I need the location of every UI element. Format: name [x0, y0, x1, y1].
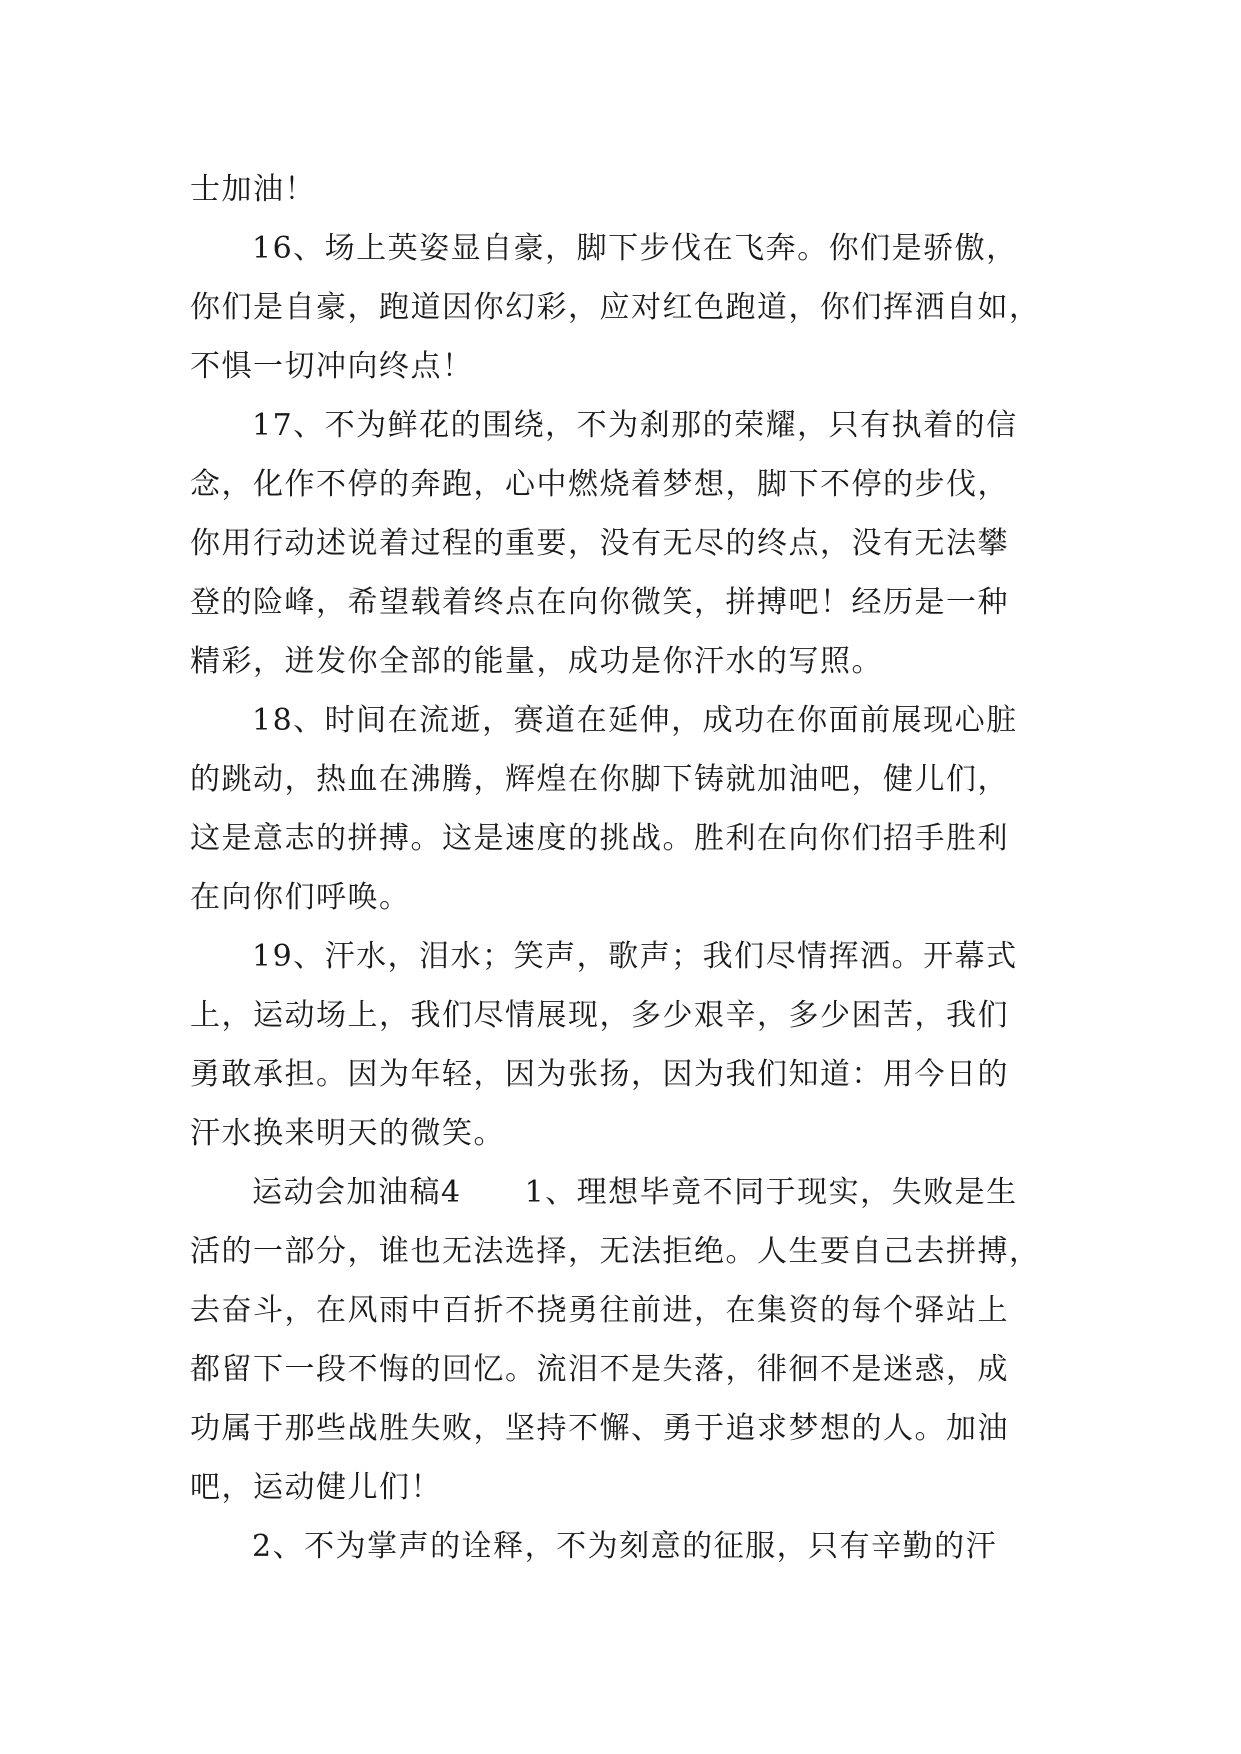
- text-line: 的跳动，热血在沸腾，辉煌在你脚下铸就加油吧，健儿们，: [190, 762, 1009, 797]
- text-line: 登的险峰，希望载着终点在向你微笑，拼搏吧！经历是一种: [190, 585, 1009, 620]
- text-line: 都留下一段不悔的回忆。流泪不是失落，徘徊不是迷惑，成: [190, 1352, 1009, 1387]
- paragraph-start-line: 运动会加油稿4 1、理想毕竟不同于现实，失败是生: [252, 1175, 1018, 1210]
- paragraph-start-line: 19、汗水，泪水；笑声，歌声；我们尽情挥洒。开幕式: [252, 939, 1018, 974]
- paragraph-start-line: 16、场上英姿显自豪，脚下步伐在飞奔。你们是骄傲，: [252, 231, 1018, 266]
- paragraph-start-line: 2、不为掌声的诠释，不为刻意的征服，只有辛勤的汗: [252, 1529, 998, 1564]
- document-body: [190, 160, 1070, 1576]
- text-line: 士加油！: [190, 172, 316, 207]
- text-line: 你用行动述说着过程的重要，没有无尽的终点，没有无法攀: [190, 526, 1009, 561]
- text-line: 上，运动场上，我们尽情展现，多少艰辛，多少困苦，我们: [190, 998, 1009, 1033]
- text-line: 吧，运动健儿们！: [190, 1470, 442, 1505]
- text-line: 你们是自豪，跑道因你幻彩，应对红色跑道，你们挥洒自如，: [190, 290, 1041, 325]
- text-line: 活的一部分，谁也无法选择，无法拒绝。人生要自己去拼搏，: [190, 1234, 1041, 1269]
- paragraph-start-line: 18、时间在流逝，赛道在延伸，成功在你面前展现心脏: [252, 703, 1018, 738]
- text-line: 去奋斗，在风雨中百折不挠勇往前进，在集资的每个驿站上: [190, 1293, 1009, 1328]
- text-line: 汗水换来明天的微笑。: [190, 1116, 505, 1151]
- text-line: 在向你们呼唤。: [190, 880, 411, 915]
- paragraph-start-line: 17、不为鲜花的围绕，不为刹那的荣耀，只有执着的信: [252, 408, 1018, 443]
- text-line: 精彩，迸发你全部的能量，成功是你汗水的写照。: [190, 644, 883, 679]
- text-line: 不惧一切冲向终点！: [190, 349, 474, 384]
- text-line: 念，化作不停的奔跑，心中燃烧着梦想，脚下不停的步伐，: [190, 467, 1009, 502]
- text-line: 这是意志的拼搏。这是速度的挑战。胜利在向你们招手胜利: [190, 821, 1009, 856]
- text-line: 勇敢承担。因为年轻，因为张扬，因为我们知道：用今日的: [190, 1057, 1009, 1092]
- text-line: 功属于那些战胜失败，坚持不懈、勇于追求梦想的人。加油: [190, 1411, 1009, 1446]
